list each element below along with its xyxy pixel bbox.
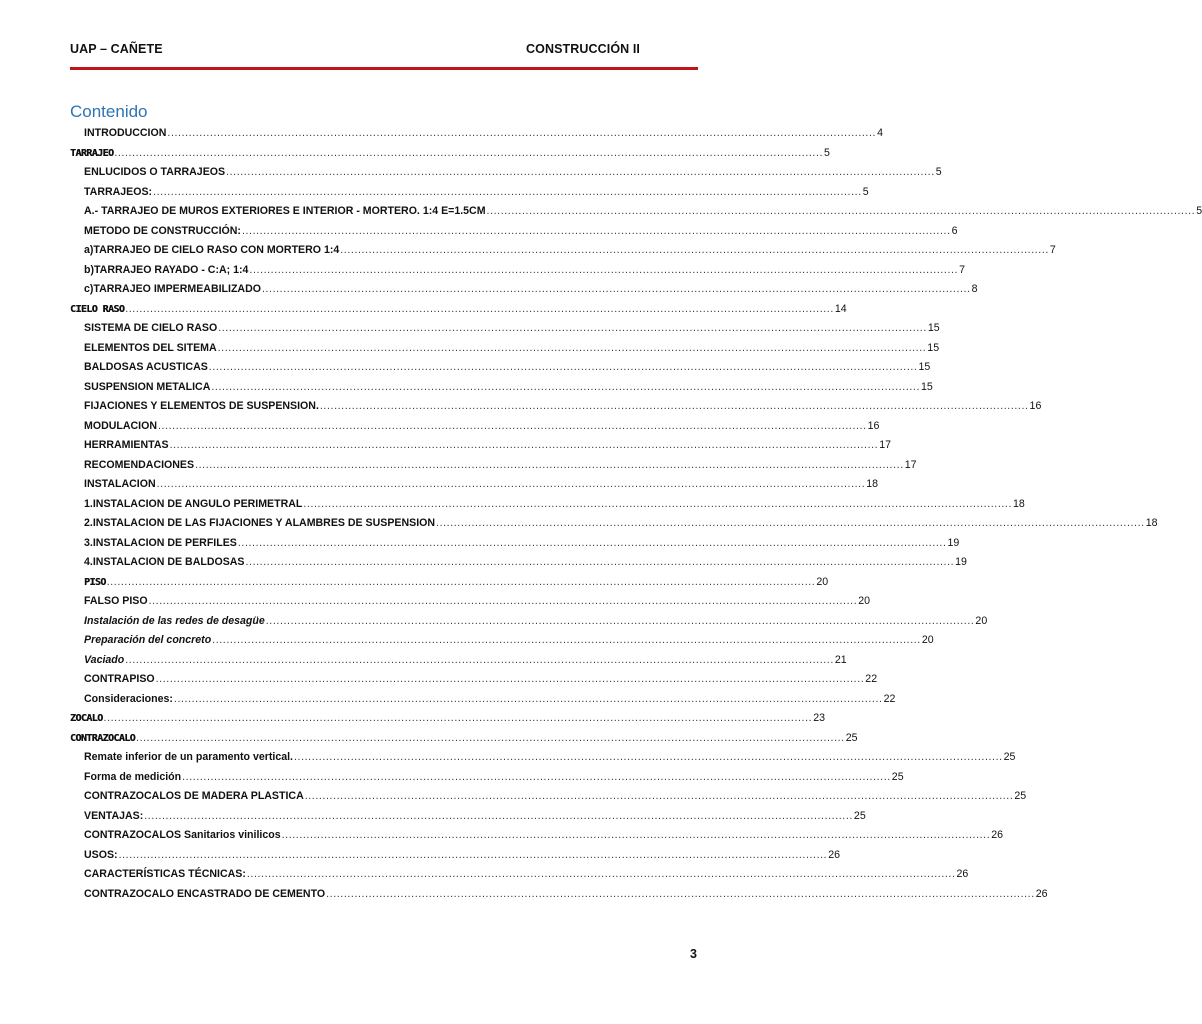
toc-entry-page: 18 xyxy=(866,478,879,490)
toc-entry-title[interactable]: CIELO RASO xyxy=(70,303,125,315)
toc-entry[interactable] xyxy=(84,770,904,787)
header-institution: UAP – CAÑETE xyxy=(70,42,163,56)
toc-entry-title[interactable]: CONTRAZOCALO xyxy=(70,732,136,744)
toc-entry-page: 4 xyxy=(877,127,883,139)
toc-dot-leader: ........................................................................................................................................................................................................ xyxy=(114,146,824,159)
toc-entry-title[interactable]: CONTRAZOCALO ENCASTRADO DE CEMENTO xyxy=(84,887,326,900)
toc-dot-leader: ........................................................................................................................................................................................................ xyxy=(118,848,828,861)
toc-entry-title[interactable]: PISO xyxy=(84,576,106,588)
toc-entry-page: 20 xyxy=(816,575,829,588)
toc-dot-leader: ........................................................................................................................................................................................................ xyxy=(217,341,927,354)
toc-entry[interactable] xyxy=(84,478,879,494)
toc-dot-leader: ........................................................................................................................................................................................................ xyxy=(153,185,862,198)
toc-entry[interactable] xyxy=(84,634,934,650)
toc-entry-number: b) xyxy=(84,263,94,276)
toc-dot-leader: ........................................................................................................................................................................................................ xyxy=(319,400,1029,412)
toc-dot-leader: ........................................................................................................................................................................................................ xyxy=(169,439,879,451)
toc-entry-title[interactable]: A.- TARRAJEO DE MUROS EXTERIORES E INTERIOR - MORTERO. 1:4 E=1.5CM xyxy=(84,205,486,217)
toc-entry[interactable] xyxy=(84,536,960,553)
toc-entry-page: 26 xyxy=(1035,887,1048,900)
toc-entry-title[interactable]: TARRAJEO IMPERMEABILIZADO xyxy=(93,283,261,295)
toc-dot-leader: ........................................................................................................................................................................................................ xyxy=(156,478,866,490)
toc-dot-leader: ........................................................................................................................................................................................................ xyxy=(436,517,1145,529)
toc-entry-title[interactable]: METODO DE CONSTRUCCIÓN: xyxy=(84,224,241,237)
toc-entry[interactable] xyxy=(84,361,931,377)
toc-dot-leader: ........................................................................................................................................................................................................ xyxy=(103,712,813,724)
toc-dot-leader: ........................................................................................................................................................................................................ xyxy=(173,692,883,705)
toc-entry-page: 15 xyxy=(927,322,940,334)
toc-entry-number: 1. xyxy=(84,497,93,510)
toc-entry-title[interactable]: ELEMENTOS DEL SITEMA xyxy=(84,341,217,354)
header-divider xyxy=(70,67,698,70)
toc-entry-title[interactable]: HERRAMIENTAS xyxy=(84,439,169,451)
toc-entry-title[interactable]: Vaciado xyxy=(84,653,125,666)
toc-entry-title[interactable]: MODULACION xyxy=(84,419,157,432)
toc-entry-page: 6 xyxy=(951,224,958,237)
toc-dot-leader: ........................................................................................................................................................................................................ xyxy=(167,127,877,139)
toc-dot-leader: ........................................................................................................................................................................................................ xyxy=(304,790,1014,802)
toc-entry-page: 25 xyxy=(1014,790,1027,802)
page-header xyxy=(70,42,698,60)
toc-entry-number: 4. xyxy=(84,556,93,568)
toc-entry[interactable] xyxy=(84,575,829,592)
header-course: CONSTRUCCIÓN II xyxy=(526,42,640,56)
toc-entry[interactable] xyxy=(84,517,1158,533)
toc-entry-page: 25 xyxy=(1003,751,1016,763)
toc-entry-page: 18 xyxy=(1013,497,1025,510)
toc-entry[interactable] xyxy=(84,868,969,884)
toc-entry[interactable] xyxy=(84,380,933,397)
toc-entry-title[interactable]: Remate inferior de un paramento vertical. xyxy=(84,751,293,763)
toc-entry[interactable] xyxy=(84,322,940,338)
toc-entry-title[interactable]: INSTALACION DE LAS FIJACIONES Y ALAMBRES DE SUSPENSION xyxy=(92,517,436,529)
toc-entry-title[interactable]: INSTALACION xyxy=(84,478,156,490)
toc-entry-page: 5 xyxy=(1196,205,1202,217)
toc-entry-title[interactable]: Forma de medición xyxy=(84,770,182,783)
toc-entry[interactable] xyxy=(84,809,866,826)
toc-entry-page: 7 xyxy=(1049,244,1056,256)
toc-entry-page: 20 xyxy=(921,634,934,646)
toc-dot-leader: ........................................................................................................................................................................................................ xyxy=(195,458,904,471)
toc-dot-leader: ........................................................................................................................................................................................................ xyxy=(212,634,921,646)
toc-dot-leader: ........................................................................................................................................................................................................ xyxy=(340,244,1049,256)
toc-dot-leader: ........................................................................................................................................................................................................ xyxy=(226,166,935,178)
toc-entry[interactable] xyxy=(70,731,858,748)
toc-entry-page: 15 xyxy=(918,361,931,373)
toc-entry[interactable] xyxy=(84,595,871,611)
toc-entry-title[interactable]: TARRAJEO DE CIELO RASO CON MORTERO 1:4 xyxy=(93,244,340,256)
toc-dot-leader: ........................................................................................................................................................................................................ xyxy=(148,595,858,607)
toc-entry-title[interactable]: INSTALACION DE BALDOSAS xyxy=(92,556,245,568)
toc-entry-title[interactable]: INSTALACION DE ANGULO PERIMETRAL xyxy=(92,497,303,510)
toc-entry-title[interactable]: SUSPENSION METALICA xyxy=(84,380,211,393)
toc-dot-leader: ........................................................................................................................................................................................................ xyxy=(245,556,955,568)
toc-entry-title[interactable]: ZOCALO xyxy=(70,713,103,724)
toc-entry[interactable] xyxy=(84,224,958,241)
toc-entry-page: 23 xyxy=(813,712,825,724)
toc-entry[interactable] xyxy=(84,127,883,143)
toc-entry[interactable] xyxy=(84,790,1027,806)
toc-entry-page: 22 xyxy=(865,673,878,685)
toc-dot-leader: ........................................................................................................................................................................................................ xyxy=(261,283,971,295)
toc-dot-leader: ........................................................................................................................................................................................................ xyxy=(294,751,1003,763)
toc-entry-title[interactable]: Consideraciones: xyxy=(84,692,173,705)
toc-entry-page: 7 xyxy=(959,263,965,276)
toc-entry[interactable] xyxy=(84,673,878,689)
toc-entry-page: 25 xyxy=(845,731,858,744)
toc-entry-page: 26 xyxy=(991,829,1004,841)
toc-entry-title[interactable]: Instalación de las redes de desagüe xyxy=(84,614,265,627)
toc-entry[interactable] xyxy=(84,829,1004,845)
toc-entry-page: 17 xyxy=(904,458,917,471)
toc-entry[interactable] xyxy=(84,692,896,709)
toc-entry[interactable] xyxy=(84,497,1025,514)
toc-title: Contenido xyxy=(70,102,148,121)
toc-dot-leader: ........................................................................................................................................................................................................ xyxy=(157,419,867,432)
toc-entry-page: 15 xyxy=(927,341,940,354)
toc-entry[interactable] xyxy=(84,556,967,572)
toc-entry[interactable] xyxy=(84,439,892,455)
toc-entry-page: 21 xyxy=(834,653,847,666)
toc-entry-title[interactable]: FIJACIONES Y ELEMENTOS DE SUSPENSION. xyxy=(84,400,319,412)
toc-entry-title[interactable]: FALSO PISO xyxy=(84,595,148,607)
toc-entry[interactable] xyxy=(84,283,978,299)
toc-entry-page: 20 xyxy=(858,595,871,607)
toc-entry[interactable] xyxy=(84,848,841,865)
toc-entry[interactable] xyxy=(84,887,1048,904)
toc-entry-page: 25 xyxy=(853,809,866,822)
toc-entry[interactable] xyxy=(84,751,1016,767)
toc-dot-leader: ........................................................................................................................................................................................................ xyxy=(211,380,921,393)
toc-entry-page: 20 xyxy=(975,614,988,627)
toc-entry-page: 17 xyxy=(879,439,892,451)
toc-dot-leader: ........................................................................................................................................................................................................ xyxy=(237,536,947,549)
toc-dot-leader: ........................................................................................................................................................................................................ xyxy=(218,322,927,334)
toc-entry-title[interactable]: BALDOSAS ACUSTICAS xyxy=(84,361,208,373)
toc-entry-page: 5 xyxy=(935,166,942,178)
toc-dot-leader: ........................................................................................................................................................................................................ xyxy=(155,673,865,685)
toc-dot-leader: ........................................................................................................................................................................................................ xyxy=(265,614,975,627)
toc-entry-title[interactable]: INTRODUCCION xyxy=(84,127,167,139)
toc-entry-page: 26 xyxy=(828,848,841,861)
toc-dot-leader: ........................................................................................................................................................................................................ xyxy=(125,653,834,666)
toc-entry[interactable] xyxy=(84,614,988,631)
toc-dot-leader: ........................................................................................................................................................................................................ xyxy=(125,302,834,315)
toc-entry-page: 26 xyxy=(956,868,969,880)
toc-dot-leader: ........................................................................................................................................................................................................ xyxy=(246,868,956,880)
toc-dot-leader: ........................................................................................................................................................................................................ xyxy=(208,361,918,373)
toc-entry[interactable] xyxy=(70,712,825,728)
toc-entry-page: 25 xyxy=(891,770,904,783)
toc-entry-title[interactable]: ENLUCIDOS O TARRAJEOS xyxy=(84,166,226,178)
toc-entry-page: 18 xyxy=(1145,517,1158,529)
toc-dot-leader: ........................................................................................................................................................................................................ xyxy=(182,770,891,783)
toc-dot-leader: ........................................................................................................................................................................................................ xyxy=(136,731,845,744)
toc-entry-title[interactable]: SISTEMA DE CIELO RASO xyxy=(84,322,218,334)
toc-entry-title[interactable]: TARRAJEO xyxy=(70,147,114,159)
toc-dot-leader: ........................................................................................................................................................................................................ xyxy=(326,887,1035,900)
toc-dot-leader: ........................................................................................................................................................................................................ xyxy=(249,263,959,276)
toc-entry-title[interactable]: CONTRAZOCALOS DE MADERA PLASTICA xyxy=(84,790,304,802)
toc-dot-leader: ........................................................................................................................................................................................................ xyxy=(241,224,951,237)
toc-entry-number: c) xyxy=(84,283,94,295)
page-number: 3 xyxy=(690,947,697,961)
toc-entry[interactable] xyxy=(84,205,1202,221)
toc-entry-number: 2. xyxy=(84,517,93,529)
toc-entry-page: 19 xyxy=(947,536,960,549)
toc-entry[interactable] xyxy=(70,302,847,319)
toc-entry-page: 14 xyxy=(834,302,847,315)
toc-entry-title[interactable]: Preparación del concreto xyxy=(84,634,212,646)
toc-entry-page: 8 xyxy=(971,283,978,295)
toc-entry-title[interactable]: INSTALACION DE PERFILES xyxy=(92,536,237,549)
toc-entry-page: 5 xyxy=(824,146,830,159)
toc-entry-number: 3. xyxy=(84,536,93,549)
toc-entry-title[interactable]: CARACTERÍSTICAS TÉCNICAS: xyxy=(84,868,246,880)
toc-entry-title[interactable]: CONTRAZOCALOS Sanitarios vinilicos xyxy=(84,829,281,841)
toc-entry-page: 22 xyxy=(883,692,896,705)
toc-entry-page: 19 xyxy=(955,556,967,568)
toc-entry[interactable] xyxy=(84,166,942,182)
toc-entry[interactable] xyxy=(70,146,830,163)
toc-entry-page: 16 xyxy=(1029,400,1042,412)
toc-entry[interactable] xyxy=(84,653,847,670)
toc-entry-title[interactable]: USOS: xyxy=(84,848,118,861)
toc-entry-page: 15 xyxy=(921,380,933,393)
toc-dot-leader: ........................................................................................................................................................................................................ xyxy=(106,575,816,588)
toc-dot-leader: ........................................................................................................................................................................................................ xyxy=(281,829,991,841)
toc-entry[interactable] xyxy=(84,244,1056,260)
toc-entry[interactable] xyxy=(84,458,917,475)
toc-entry-title[interactable]: TARRAJEOS: xyxy=(84,185,153,198)
toc-entry[interactable] xyxy=(84,341,940,358)
toc-entry[interactable] xyxy=(84,419,880,436)
toc-dot-leader: ........................................................................................................................................................................................................ xyxy=(303,497,1013,510)
toc-entry-title[interactable]: CONTRAPISO xyxy=(84,673,155,685)
toc-dot-leader: ........................................................................................................................................................................................................ xyxy=(144,809,853,822)
toc-entry-title[interactable]: VENTAJAS: xyxy=(84,809,144,822)
toc-entry[interactable] xyxy=(84,263,965,280)
toc-entry-number: a) xyxy=(84,244,94,256)
toc-entry-title[interactable]: RECOMENDACIONES xyxy=(84,458,195,471)
toc-entry[interactable] xyxy=(84,185,869,202)
toc-entry[interactable] xyxy=(84,400,1042,416)
toc-dot-leader: ........................................................................................................................................................................................................ xyxy=(486,205,1196,217)
toc-entry-title[interactable]: TARRAJEO RAYADO - C:A; 1:4 xyxy=(94,263,249,276)
toc-entry-page: 5 xyxy=(862,185,869,198)
toc-entry-page: 16 xyxy=(867,419,880,432)
